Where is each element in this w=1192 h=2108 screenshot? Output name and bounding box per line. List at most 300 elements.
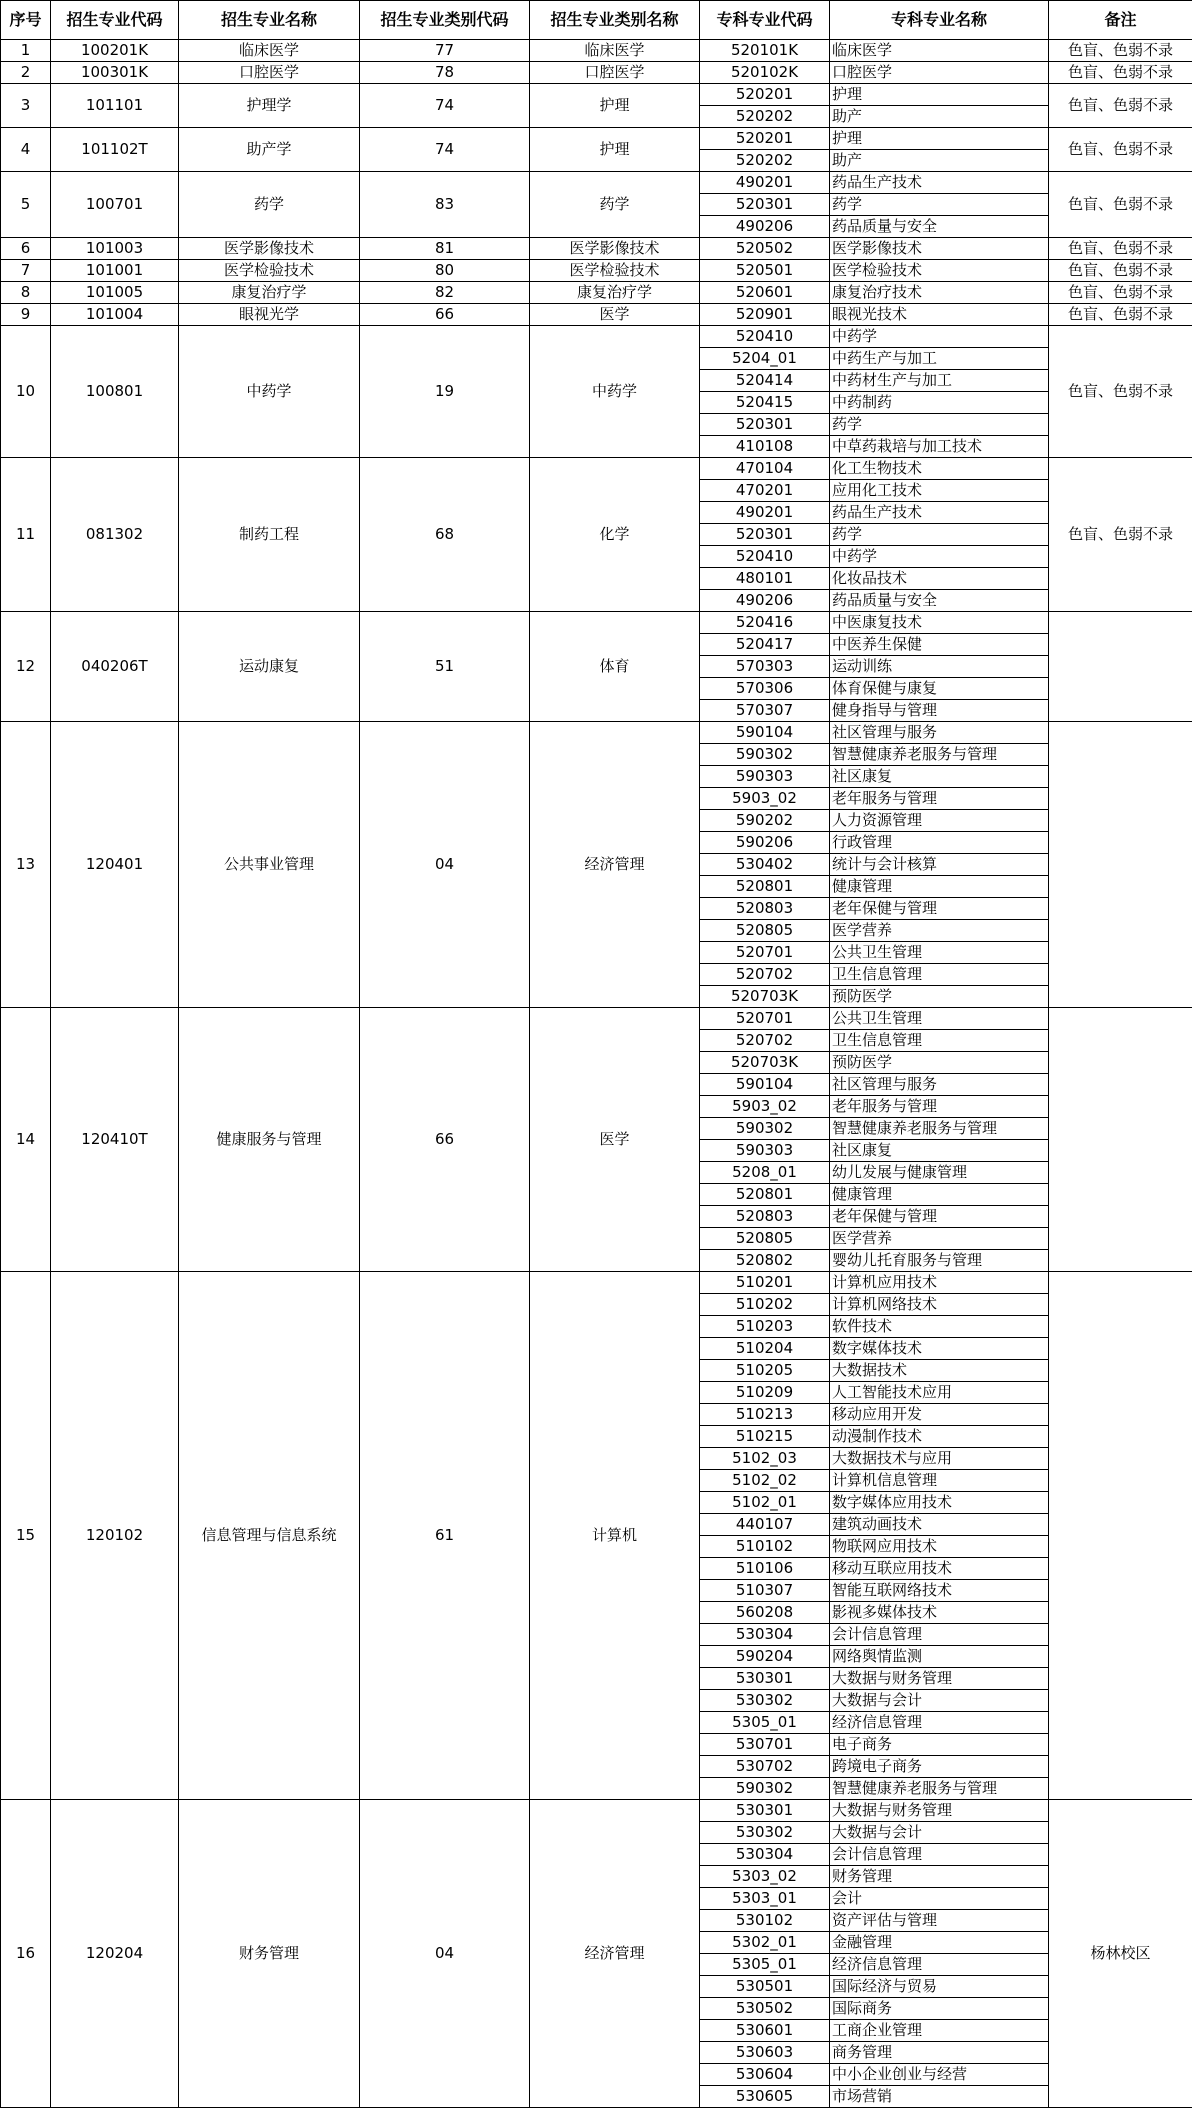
major-name-cell: 医学检验技术 <box>179 260 360 282</box>
junior-name-cell: 老年服务与管理 <box>830 788 1049 810</box>
junior-code-cell: 510106 <box>700 1558 830 1580</box>
junior-code-cell: 5303_01 <box>700 1888 830 1910</box>
junior-name-cell: 药品生产技术 <box>830 502 1049 524</box>
junior-code-cell: 570306 <box>700 678 830 700</box>
major-code-cell: 101003 <box>51 238 179 260</box>
junior-code-cell: 520410 <box>700 546 830 568</box>
junior-code-cell: 510204 <box>700 1338 830 1360</box>
junior-code-cell: 520805 <box>700 920 830 942</box>
junior-code-cell: 530301 <box>700 1800 830 1822</box>
junior-code-cell: 5208_01 <box>700 1162 830 1184</box>
table-row <box>1 172 1192 194</box>
remark-cell: 色盲、色弱不录 <box>1049 238 1192 260</box>
category-code-cell: 68 <box>360 458 530 612</box>
junior-code-cell: 590303 <box>700 1140 830 1162</box>
header-remark: 备注 <box>1049 1 1192 40</box>
junior-name-cell: 药学 <box>830 414 1049 436</box>
junior-code-cell: 510215 <box>700 1426 830 1448</box>
junior-name-cell: 社区康复 <box>830 766 1049 788</box>
major-name-cell: 公共事业管理 <box>179 722 360 1008</box>
category-code-cell: 04 <box>360 1800 530 2108</box>
junior-code-cell: 530304 <box>700 1844 830 1866</box>
junior-code-cell: 510201 <box>700 1272 830 1294</box>
junior-name-cell: 大数据技术 <box>830 1360 1049 1382</box>
remark-cell: 色盲、色弱不录 <box>1049 282 1192 304</box>
header-junior-code: 专科专业代码 <box>700 1 830 40</box>
category-code-cell: 51 <box>360 612 530 722</box>
junior-name-cell: 化工生物技术 <box>830 458 1049 480</box>
table-row <box>1 1800 1192 1822</box>
serial-no-cell: 14 <box>1 1008 51 1272</box>
junior-code-cell: 590303 <box>700 766 830 788</box>
junior-name-cell: 人工智能技术应用 <box>830 1382 1049 1404</box>
junior-name-cell: 人力资源管理 <box>830 810 1049 832</box>
remark-cell: 色盲、色弱不录 <box>1049 128 1192 172</box>
major-code-cell: 101101 <box>51 84 179 128</box>
junior-name-cell: 体育保健与康复 <box>830 678 1049 700</box>
junior-code-cell: 530302 <box>700 1690 830 1712</box>
serial-no-cell: 11 <box>1 458 51 612</box>
junior-code-cell: 520803 <box>700 1206 830 1228</box>
category-name-cell: 体育 <box>530 612 700 722</box>
junior-name-cell: 数字媒体技术 <box>830 1338 1049 1360</box>
junior-name-cell: 智慧健康养老服务与管理 <box>830 744 1049 766</box>
table-row <box>1 722 1192 744</box>
junior-code-cell: 520202 <box>700 106 830 128</box>
junior-name-cell: 医学检验技术 <box>830 260 1049 282</box>
junior-name-cell: 移动互联应用技术 <box>830 1558 1049 1580</box>
junior-code-cell: 570307 <box>700 700 830 722</box>
remark-cell: 色盲、色弱不录 <box>1049 458 1192 612</box>
major-code-cell: 100801 <box>51 326 179 458</box>
major-name-cell: 医学影像技术 <box>179 238 360 260</box>
major-code-cell: 120102 <box>51 1272 179 1800</box>
junior-code-cell: 570303 <box>700 656 830 678</box>
major-code-cell: 101004 <box>51 304 179 326</box>
major-name-cell: 助产学 <box>179 128 360 172</box>
junior-code-cell: 530102 <box>700 1910 830 1932</box>
junior-code-cell: 510102 <box>700 1536 830 1558</box>
junior-code-cell: 530605 <box>700 2086 830 2108</box>
junior-code-cell: 520701 <box>700 942 830 964</box>
junior-name-cell: 健康管理 <box>830 1184 1049 1206</box>
junior-code-cell: 520801 <box>700 1184 830 1206</box>
remark-cell <box>1049 1272 1192 1800</box>
major-name-cell: 临床医学 <box>179 40 360 62</box>
junior-name-cell: 统计与会计核算 <box>830 854 1049 876</box>
table-row <box>1 84 1192 106</box>
junior-code-cell: 520501 <box>700 260 830 282</box>
junior-code-cell: 470104 <box>700 458 830 480</box>
junior-name-cell: 眼视光技术 <box>830 304 1049 326</box>
junior-name-cell: 行政管理 <box>830 832 1049 854</box>
junior-name-cell: 助产 <box>830 150 1049 172</box>
junior-code-cell: 520502 <box>700 238 830 260</box>
junior-code-cell: 520702 <box>700 1030 830 1052</box>
junior-code-cell: 520801 <box>700 876 830 898</box>
junior-code-cell: 590204 <box>700 1646 830 1668</box>
category-code-cell: 04 <box>360 722 530 1008</box>
junior-name-cell: 中医养生保健 <box>830 634 1049 656</box>
remark-cell: 色盲、色弱不录 <box>1049 62 1192 84</box>
junior-code-cell: 520803 <box>700 898 830 920</box>
major-name-cell: 康复治疗学 <box>179 282 360 304</box>
junior-name-cell: 卫生信息管理 <box>830 1030 1049 1052</box>
junior-code-cell: 520410 <box>700 326 830 348</box>
junior-name-cell: 经济信息管理 <box>830 1712 1049 1734</box>
junior-name-cell: 影视多媒体技术 <box>830 1602 1049 1624</box>
junior-code-cell: 590104 <box>700 722 830 744</box>
category-name-cell: 经济管理 <box>530 722 700 1008</box>
table-row <box>1 458 1192 480</box>
junior-name-cell: 社区康复 <box>830 1140 1049 1162</box>
junior-code-cell: 520901 <box>700 304 830 326</box>
junior-code-cell: 530502 <box>700 1998 830 2020</box>
junior-code-cell: 530601 <box>700 2020 830 2042</box>
junior-name-cell: 大数据与会计 <box>830 1690 1049 1712</box>
junior-name-cell: 中医康复技术 <box>830 612 1049 634</box>
junior-code-cell: 530501 <box>700 1976 830 1998</box>
junior-name-cell: 商务管理 <box>830 2042 1049 2064</box>
category-code-cell: 74 <box>360 84 530 128</box>
junior-name-cell: 护理 <box>830 84 1049 106</box>
category-code-cell: 82 <box>360 282 530 304</box>
junior-code-cell: 510307 <box>700 1580 830 1602</box>
junior-name-cell: 助产 <box>830 106 1049 128</box>
junior-name-cell: 预防医学 <box>830 1052 1049 1074</box>
major-name-cell: 护理学 <box>179 84 360 128</box>
junior-code-cell: 520805 <box>700 1228 830 1250</box>
category-name-cell: 康复治疗学 <box>530 282 700 304</box>
junior-name-cell: 口腔医学 <box>830 62 1049 84</box>
junior-name-cell: 数字媒体应用技术 <box>830 1492 1049 1514</box>
junior-code-cell: 520416 <box>700 612 830 634</box>
category-name-cell: 计算机 <box>530 1272 700 1800</box>
junior-code-cell: 520702 <box>700 964 830 986</box>
table-row <box>1 1008 1192 1030</box>
junior-name-cell: 大数据与财务管理 <box>830 1668 1049 1690</box>
junior-code-cell: 560208 <box>700 1602 830 1624</box>
remark-cell <box>1049 1008 1192 1272</box>
junior-code-cell: 5102_03 <box>700 1448 830 1470</box>
table-row <box>1 282 1192 304</box>
major-name-cell: 运动康复 <box>179 612 360 722</box>
category-name-cell: 化学 <box>530 458 700 612</box>
junior-name-cell: 中药学 <box>830 546 1049 568</box>
junior-name-cell: 公共卫生管理 <box>830 942 1049 964</box>
junior-code-cell: 590104 <box>700 1074 830 1096</box>
category-name-cell: 口腔医学 <box>530 62 700 84</box>
junior-code-cell: 510213 <box>700 1404 830 1426</box>
serial-no-cell: 2 <box>1 62 51 84</box>
category-name-cell: 药学 <box>530 172 700 238</box>
junior-code-cell: 490201 <box>700 502 830 524</box>
junior-name-cell: 建筑动画技术 <box>830 1514 1049 1536</box>
junior-name-cell: 智慧健康养老服务与管理 <box>830 1118 1049 1140</box>
junior-code-cell: 5305_01 <box>700 1954 830 1976</box>
serial-no-cell: 7 <box>1 260 51 282</box>
junior-code-cell: 5303_02 <box>700 1866 830 1888</box>
junior-code-cell: 520101K <box>700 40 830 62</box>
table-row <box>1 260 1192 282</box>
table-body <box>1 40 1192 2108</box>
junior-name-cell: 软件技术 <box>830 1316 1049 1338</box>
junior-name-cell: 跨境电子商务 <box>830 1756 1049 1778</box>
junior-code-cell: 5204_01 <box>700 348 830 370</box>
serial-no-cell: 1 <box>1 40 51 62</box>
category-code-cell: 83 <box>360 172 530 238</box>
major-code-cell: 100701 <box>51 172 179 238</box>
serial-no-cell: 8 <box>1 282 51 304</box>
category-name-cell: 临床医学 <box>530 40 700 62</box>
junior-name-cell: 计算机信息管理 <box>830 1470 1049 1492</box>
category-name-cell: 医学检验技术 <box>530 260 700 282</box>
junior-code-cell: 5903_02 <box>700 1096 830 1118</box>
serial-no-cell: 12 <box>1 612 51 722</box>
serial-no-cell: 6 <box>1 238 51 260</box>
category-name-cell: 中药学 <box>530 326 700 458</box>
junior-name-cell: 物联网应用技术 <box>830 1536 1049 1558</box>
table-row <box>1 128 1192 150</box>
junior-name-cell: 护理 <box>830 128 1049 150</box>
junior-name-cell: 网络舆情监测 <box>830 1646 1049 1668</box>
junior-code-cell: 5903_02 <box>700 788 830 810</box>
major-name-cell: 信息管理与信息系统 <box>179 1272 360 1800</box>
serial-no-cell: 3 <box>1 84 51 128</box>
junior-code-cell: 510209 <box>700 1382 830 1404</box>
serial-no-cell: 5 <box>1 172 51 238</box>
junior-code-cell: 590302 <box>700 744 830 766</box>
junior-name-cell: 医学营养 <box>830 1228 1049 1250</box>
junior-code-cell: 520102K <box>700 62 830 84</box>
junior-name-cell: 电子商务 <box>830 1734 1049 1756</box>
junior-name-cell: 大数据技术与应用 <box>830 1448 1049 1470</box>
major-name-cell: 口腔医学 <box>179 62 360 84</box>
junior-name-cell: 智慧健康养老服务与管理 <box>830 1778 1049 1800</box>
junior-name-cell: 社区管理与服务 <box>830 722 1049 744</box>
major-name-cell: 财务管理 <box>179 1800 360 2108</box>
junior-name-cell: 预防医学 <box>830 986 1049 1008</box>
junior-name-cell: 大数据与财务管理 <box>830 1800 1049 1822</box>
junior-code-cell: 590302 <box>700 1778 830 1800</box>
junior-code-cell: 510202 <box>700 1294 830 1316</box>
junior-code-cell: 440107 <box>700 1514 830 1536</box>
junior-name-cell: 国际商务 <box>830 1998 1049 2020</box>
junior-name-cell: 医学影像技术 <box>830 238 1049 260</box>
major-code-cell: 081302 <box>51 458 179 612</box>
remark-cell <box>1049 722 1192 1008</box>
category-code-cell: 61 <box>360 1272 530 1800</box>
junior-code-cell: 530604 <box>700 2064 830 2086</box>
major-name-cell: 健康服务与管理 <box>179 1008 360 1272</box>
junior-name-cell: 卫生信息管理 <box>830 964 1049 986</box>
major-code-cell: 101005 <box>51 282 179 304</box>
major-code-cell: 120410T <box>51 1008 179 1272</box>
junior-code-cell: 490206 <box>700 216 830 238</box>
junior-name-cell: 老年服务与管理 <box>830 1096 1049 1118</box>
category-name-cell: 医学 <box>530 1008 700 1272</box>
junior-name-cell: 动漫制作技术 <box>830 1426 1049 1448</box>
junior-name-cell: 移动应用开发 <box>830 1404 1049 1426</box>
serial-no-cell: 4 <box>1 128 51 172</box>
major-code-cell: 120401 <box>51 722 179 1008</box>
header-cat-name: 招生专业类别名称 <box>530 1 700 40</box>
serial-no-cell: 9 <box>1 304 51 326</box>
junior-name-cell: 计算机网络技术 <box>830 1294 1049 1316</box>
major-code-cell: 101102T <box>51 128 179 172</box>
junior-code-cell: 5102_02 <box>700 1470 830 1492</box>
table-row <box>1 1272 1192 1294</box>
junior-name-cell: 计算机应用技术 <box>830 1272 1049 1294</box>
junior-code-cell: 520802 <box>700 1250 830 1272</box>
table-row <box>1 238 1192 260</box>
major-code-cell: 100201K <box>51 40 179 62</box>
junior-code-cell: 520703K <box>700 986 830 1008</box>
major-code-cell: 040206T <box>51 612 179 722</box>
junior-name-cell: 社区管理与服务 <box>830 1074 1049 1096</box>
junior-name-cell: 中药材生产与加工 <box>830 370 1049 392</box>
header-junior-name: 专科专业名称 <box>830 1 1049 40</box>
junior-code-cell: 510205 <box>700 1360 830 1382</box>
category-name-cell: 经济管理 <box>530 1800 700 2108</box>
junior-code-cell: 590202 <box>700 810 830 832</box>
junior-code-cell: 470201 <box>700 480 830 502</box>
junior-code-cell: 510203 <box>700 1316 830 1338</box>
junior-code-cell: 520301 <box>700 524 830 546</box>
category-code-cell: 66 <box>360 1008 530 1272</box>
table-row <box>1 304 1192 326</box>
junior-code-cell: 5302_01 <box>700 1932 830 1954</box>
junior-name-cell: 药品生产技术 <box>830 172 1049 194</box>
serial-no-cell: 15 <box>1 1272 51 1800</box>
junior-code-cell: 5102_01 <box>700 1492 830 1514</box>
junior-code-cell: 520701 <box>700 1008 830 1030</box>
junior-code-cell: 520202 <box>700 150 830 172</box>
junior-code-cell: 530302 <box>700 1822 830 1844</box>
header-cat-code: 招生专业类别代码 <box>360 1 530 40</box>
category-code-cell: 81 <box>360 238 530 260</box>
junior-name-cell: 幼儿发展与健康管理 <box>830 1162 1049 1184</box>
junior-code-cell: 520703K <box>700 1052 830 1074</box>
junior-name-cell: 市场营销 <box>830 2086 1049 2108</box>
junior-code-cell: 520201 <box>700 128 830 150</box>
junior-code-cell: 5305_01 <box>700 1712 830 1734</box>
junior-name-cell: 康复治疗技术 <box>830 282 1049 304</box>
junior-name-cell: 老年保健与管理 <box>830 1206 1049 1228</box>
junior-name-cell: 会计信息管理 <box>830 1624 1049 1646</box>
junior-code-cell: 530702 <box>700 1756 830 1778</box>
table-row <box>1 40 1192 62</box>
junior-name-cell: 经济信息管理 <box>830 1954 1049 1976</box>
major-name-cell: 药学 <box>179 172 360 238</box>
header-code: 招生专业代码 <box>51 1 179 40</box>
junior-name-cell: 大数据与会计 <box>830 1822 1049 1844</box>
header-no: 序号 <box>1 1 51 40</box>
junior-code-cell: 520301 <box>700 194 830 216</box>
junior-code-cell: 520301 <box>700 414 830 436</box>
junior-name-cell: 医学营养 <box>830 920 1049 942</box>
category-code-cell: 80 <box>360 260 530 282</box>
junior-name-cell: 药品质量与安全 <box>830 216 1049 238</box>
junior-name-cell: 中药制药 <box>830 392 1049 414</box>
junior-name-cell: 运动训练 <box>830 656 1049 678</box>
junior-code-cell: 530603 <box>700 2042 830 2064</box>
remark-cell <box>1049 612 1192 722</box>
junior-name-cell: 会计 <box>830 1888 1049 1910</box>
junior-name-cell: 会计信息管理 <box>830 1844 1049 1866</box>
remark-cell: 色盲、色弱不录 <box>1049 40 1192 62</box>
category-code-cell: 66 <box>360 304 530 326</box>
category-code-cell: 77 <box>360 40 530 62</box>
junior-code-cell: 520417 <box>700 634 830 656</box>
junior-code-cell: 410108 <box>700 436 830 458</box>
junior-code-cell: 530701 <box>700 1734 830 1756</box>
major-name-cell: 中药学 <box>179 326 360 458</box>
junior-name-cell: 资产评估与管理 <box>830 1910 1049 1932</box>
junior-code-cell: 530304 <box>700 1624 830 1646</box>
junior-name-cell: 国际经济与贸易 <box>830 1976 1049 1998</box>
junior-code-cell: 530402 <box>700 854 830 876</box>
table-row <box>1 62 1192 84</box>
junior-name-cell: 婴幼儿托育服务与管理 <box>830 1250 1049 1272</box>
category-name-cell: 医学影像技术 <box>530 238 700 260</box>
serial-no-cell: 10 <box>1 326 51 458</box>
junior-code-cell: 590302 <box>700 1118 830 1140</box>
category-code-cell: 78 <box>360 62 530 84</box>
junior-name-cell: 中草药栽培与加工技术 <box>830 436 1049 458</box>
major-code-cell: 100301K <box>51 62 179 84</box>
junior-code-cell: 520414 <box>700 370 830 392</box>
category-name-cell: 医学 <box>530 304 700 326</box>
junior-name-cell: 药品质量与安全 <box>830 590 1049 612</box>
junior-name-cell: 老年保健与管理 <box>830 898 1049 920</box>
junior-name-cell: 健身指导与管理 <box>830 700 1049 722</box>
junior-name-cell: 公共卫生管理 <box>830 1008 1049 1030</box>
remark-cell: 色盲、色弱不录 <box>1049 326 1192 458</box>
remark-cell: 色盲、色弱不录 <box>1049 84 1192 128</box>
junior-code-cell: 520201 <box>700 84 830 106</box>
major-code-cell: 120204 <box>51 1800 179 2108</box>
junior-code-cell: 530301 <box>700 1668 830 1690</box>
junior-code-cell: 490201 <box>700 172 830 194</box>
category-code-cell: 74 <box>360 128 530 172</box>
table-row <box>1 612 1192 634</box>
junior-name-cell: 工商企业管理 <box>830 2020 1049 2042</box>
junior-code-cell: 520601 <box>700 282 830 304</box>
remark-cell: 杨林校区 <box>1049 1800 1192 2108</box>
header-row <box>1 1 1192 40</box>
junior-code-cell: 520415 <box>700 392 830 414</box>
junior-code-cell: 480101 <box>700 568 830 590</box>
major-code-cell: 101001 <box>51 260 179 282</box>
junior-name-cell: 应用化工技术 <box>830 480 1049 502</box>
junior-name-cell: 临床医学 <box>830 40 1049 62</box>
serial-no-cell: 16 <box>1 1800 51 2108</box>
junior-name-cell: 财务管理 <box>830 1866 1049 1888</box>
serial-no-cell: 13 <box>1 722 51 1008</box>
remark-cell: 色盲、色弱不录 <box>1049 172 1192 238</box>
remark-cell: 色盲、色弱不录 <box>1049 304 1192 326</box>
remark-cell: 色盲、色弱不录 <box>1049 260 1192 282</box>
table-row <box>1 326 1192 348</box>
header-name: 招生专业名称 <box>179 1 360 40</box>
junior-code-cell: 590206 <box>700 832 830 854</box>
junior-name-cell: 智能互联网络技术 <box>830 1580 1049 1602</box>
junior-name-cell: 中小企业创业与经营 <box>830 2064 1049 2086</box>
junior-name-cell: 金融管理 <box>830 1932 1049 1954</box>
major-name-cell: 眼视光学 <box>179 304 360 326</box>
junior-name-cell: 健康管理 <box>830 876 1049 898</box>
